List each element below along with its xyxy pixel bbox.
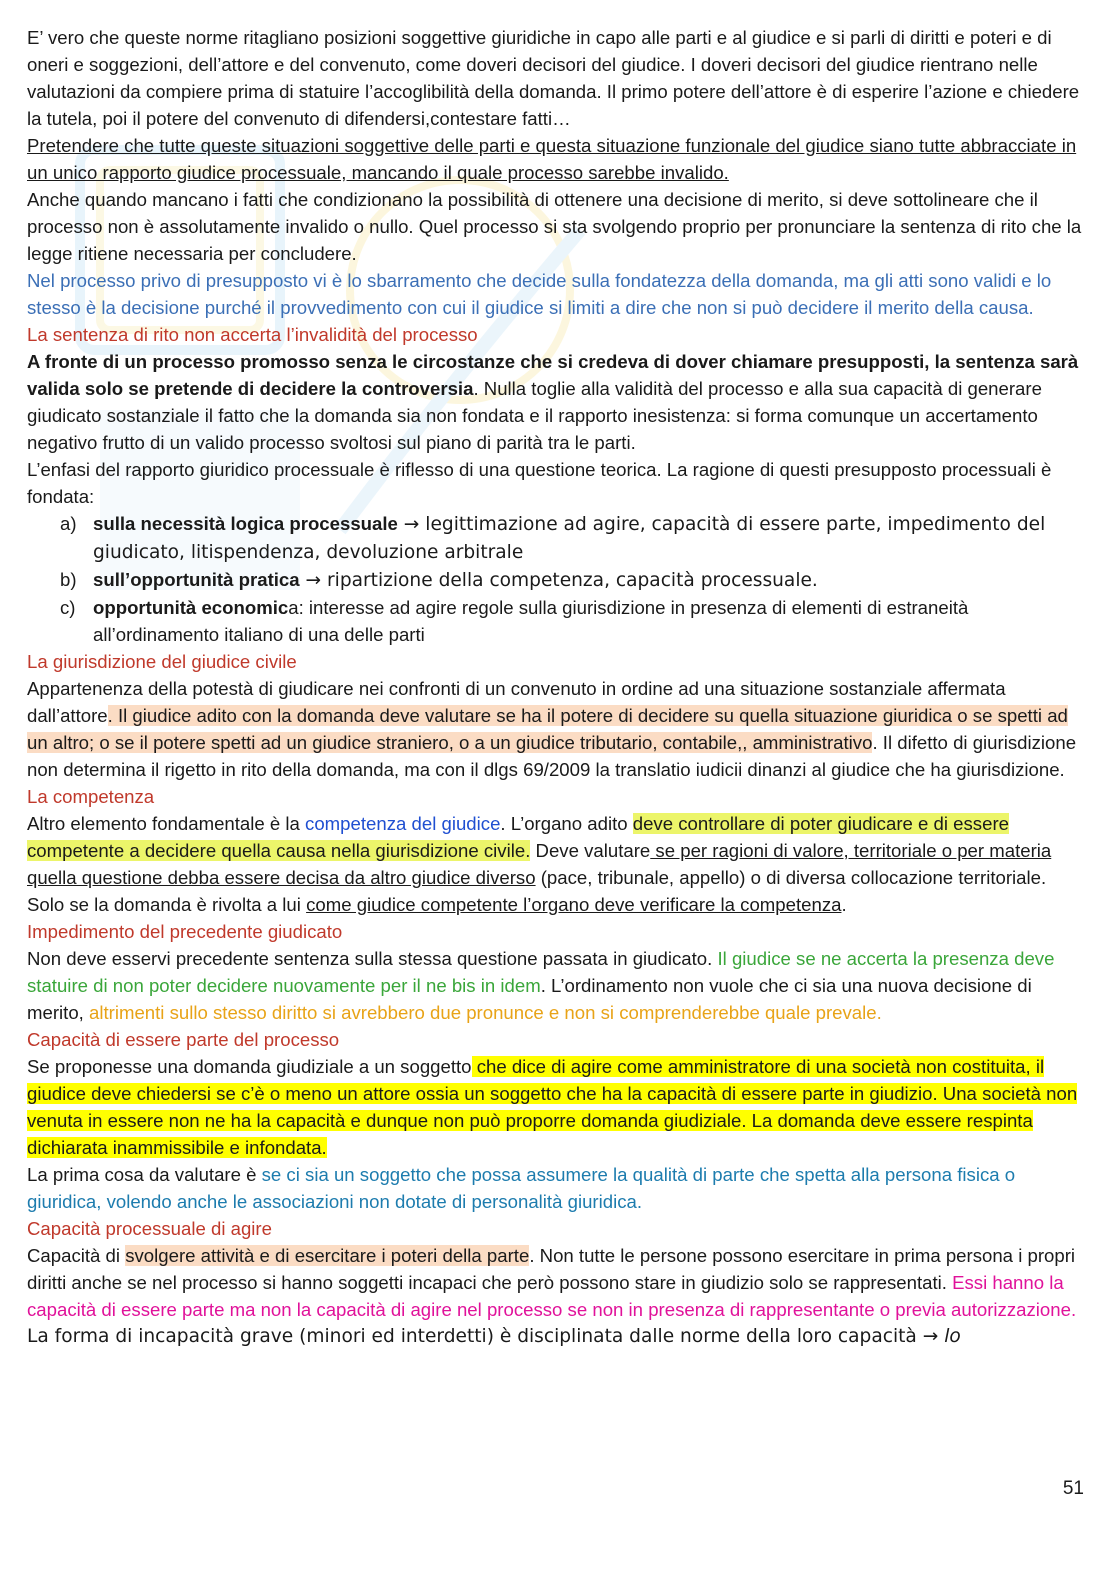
bold-statement: A fronte di un processo promosso senza le circostanze che si credeva di dover chiamare presupposti, la sentenza sarà valida solo se pretende di decidere la controversia (27, 351, 1079, 399)
heading-competenza: La competenza (27, 786, 155, 807)
highlight-peach: . Il giudice adito con la domanda deve valutare se ha il potere di decidere su quella situazione giuridica o se spetti ad un altro; o se il potere spetti ad un giudice straniero, o a un giudice tributario, contabile,, amministrativo (27, 705, 1068, 753)
text-span: La forma di incapacità grave (minori ed interdetti) è disciplinata dalle norme della loro capacità → (27, 1326, 945, 1347)
orange-text: altrimenti sullo stesso diritto si avrebbero due pronunce e non si comprenderebbe quale prevale. (89, 1002, 882, 1023)
underlined-text: se per ragioni di valore, territoriale o per materia quella questione debba essere decisa da altro giudice diverso (27, 840, 1052, 888)
blue-term: competenza del giudice (305, 813, 501, 834)
page-number: 51 (1062, 1478, 1084, 1499)
italic-text: lo (944, 1326, 961, 1347)
paragraph-enfasi: L’enfasi del rapporto giuridico processuale è riflesso di una questione teorica. La ragione di questi presupposto processuali è fondata: (27, 459, 1052, 507)
text-span: . (841, 894, 847, 915)
paragraph-process-not-invalid: Anche quando mancano i fatti che condizionano la possibilità di ottenere una decisione di merito, si deve sottolineare che il processo non è assolutamente invalido o nullo. Quel processo si sta svolgendo proprio per pronunciare la sentenza di rito che la legge ritiene necessaria per concludere. (27, 189, 1082, 264)
list-bold: sulla necessità logica processuale (93, 513, 398, 534)
text-span: Solo se la domanda è rivolta a lui (27, 894, 307, 915)
list-marker: a) (60, 513, 77, 534)
paragraph-giudicato (27, 945, 1087, 1026)
underlined-text: come giudice competente l’organo deve verificare la competenza (306, 894, 842, 915)
text-span: . L’organo adito (500, 813, 633, 834)
text-span: Capacità di (27, 1245, 126, 1266)
paragraph-capacita-processuale (27, 1242, 1087, 1323)
paragraph-sentenza-valida (27, 348, 1087, 456)
text-span: . L’ordinamento non vuole che ci sia una nuova decisione di merito, (27, 975, 1032, 1023)
paragraph-incapacita (27, 1323, 1087, 1350)
list-bold: sull’opportunità pratica (93, 569, 300, 590)
list-marker: b) (60, 569, 77, 590)
heading-giurisdizione: La giurisdizione del giudice civile (27, 651, 297, 672)
highlight-peach: svolgere attività e di esercitare i poteri della parte (125, 1245, 530, 1266)
list-rest: a: interesse ad agire regole sulla giurisdizione in presenza di elementi di estraneità all’ordinamento italiano di una delle parti (93, 597, 969, 645)
list-rest: → legittimazione ad agire, capacità di essere parte, impedimento del giudicato, litispendenza, devoluzione arbitrale (93, 514, 1046, 563)
paragraph-underlined-claim: Pretendere che tutte queste situazioni soggettive delle parti e questa situazione funzionale del giudice siano tutte abbracciate in un unico rapporto giudice processuale, mancando il quale processo sarebbe invalido. (27, 135, 1077, 183)
paragraph-giurisdizione (27, 675, 1087, 783)
teal-text: se ci sia un soggetto che possa assumere la qualità di parte che spetta alla persona fisica o giuridica, volendo anche le associazioni non dotate di personalità giuridica. (27, 1164, 1016, 1212)
heading-capacita-processuale: Capacità processuale di agire (27, 1218, 272, 1239)
text-span: . Non tutte le persone possono esercitare in prima persona i propri diritti anche se nel processo si hanno soggetti incapaci che però possono stare in giudizio solo se rappresentati. (27, 1245, 1076, 1293)
heading-sentenza-di-rito: La sentenza di rito non accerta l’invalidità del processo (27, 324, 478, 345)
list-bold: opportunità economic (93, 597, 289, 618)
list-item (27, 510, 1087, 566)
document-page (27, 24, 1087, 1350)
paragraph-rest: . Nulla toglie alla validità del processo e alla sua capacità di generare giudicato sostanziale il fatto che la domanda sia non fondata e il rapporto inesistenza: si forma comunque un accertamento negativo frutto di un valido processo svoltosi sul piano di parità tra le parti. (27, 378, 1042, 453)
list-item (27, 594, 1087, 648)
text-span: . Il difetto di giurisdizione non determina il rigetto in rito della domanda, ma con il dlgs 69/2009 la translatio iudicii dinanzi al giudice che ha giurisdizione. (27, 732, 1077, 780)
paragraph-capacita-parte (27, 1053, 1087, 1161)
heading-giudicato: Impedimento del precedente giudicato (27, 921, 343, 942)
highlight-yellow: che dice di agire come amministratore di una società non costituita, il giudice deve chiedersi se c’è o meno un attore ossia un soggetto che ha la capacità di essere parte in giudizio. Una società non venuta in essere non ne ha la capacità e dunque non può proporre domanda giudiziale. La domanda deve essere respinta dichiarata inammissibile e infondata. (27, 1056, 1078, 1158)
list-item (27, 566, 1087, 594)
highlight-lime: deve controllare di poter giudicare e di essere competente a decidere quella causa nella giurisdizione civile. (27, 813, 1009, 861)
text-span: Deve valutare (530, 840, 651, 861)
presupposti-list (27, 510, 1087, 648)
magenta-text: Essi hanno la capacità di essere parte ma non la capacità di agire nel processo se non in presenza di rappresentante o previa autorizzazione. (27, 1272, 1077, 1320)
paragraph-prima-cosa (27, 1161, 1087, 1215)
text-span: Appartenenza della potestà di giudicare nei confronti di un convenuto in ordine ad una situazione sostanziale affermata dall’attore (27, 678, 1006, 726)
paragraph-competenza (27, 810, 1087, 891)
text-span: (pace, tribunale, appello) o di diversa collocazione territoriale. (535, 867, 1047, 888)
paragraph-intro: E’ vero che queste norme ritagliano posizioni soggettive giuridiche in capo alle parti e al giudice e si parli di diritti e poteri e di oneri e soggezioni, dell’attore e del convenuto, come doveri decisori del giudice. I doveri decisori del giudice rientrano nelle valutazioni da compiere prima di statuire l’accoglibilità della domanda. Il primo potere dell’attore è di esperire l’azione e chiedere la tutela, poi il potere del convenuto di difendersi,contestare fatti… (27, 27, 1080, 129)
green-text: Il giudice se ne accerta la presenza deve statuire di non poter decidere nuovamente per il ne bis in idem (27, 948, 1055, 996)
paragraph-blue-note: Nel processo privo di presupposto vi è lo sbarramento che decide sulla fondatezza della domanda, ma gli atti sono validi e lo stesso è la decisione purché il provvedimento con cui il giudice si limiti a dire che non si può decidere il merito della causa. (27, 270, 1052, 318)
text-span: Altro elemento fondamentale è la (27, 813, 306, 834)
text-span: Se proponesse una domanda giudiziale a un soggetto (27, 1056, 472, 1077)
paragraph-competenza-2 (27, 891, 1087, 918)
list-rest: → ripartizione della competenza, capacità processuale. (299, 570, 818, 591)
list-marker: c) (60, 597, 76, 618)
heading-capacita-parte: Capacità di essere parte del processo (27, 1029, 340, 1050)
text-span: La prima cosa da valutare è (27, 1164, 262, 1185)
text-span: Non deve esservi precedente sentenza sulla stessa questione passata in giudicato. (27, 948, 713, 969)
